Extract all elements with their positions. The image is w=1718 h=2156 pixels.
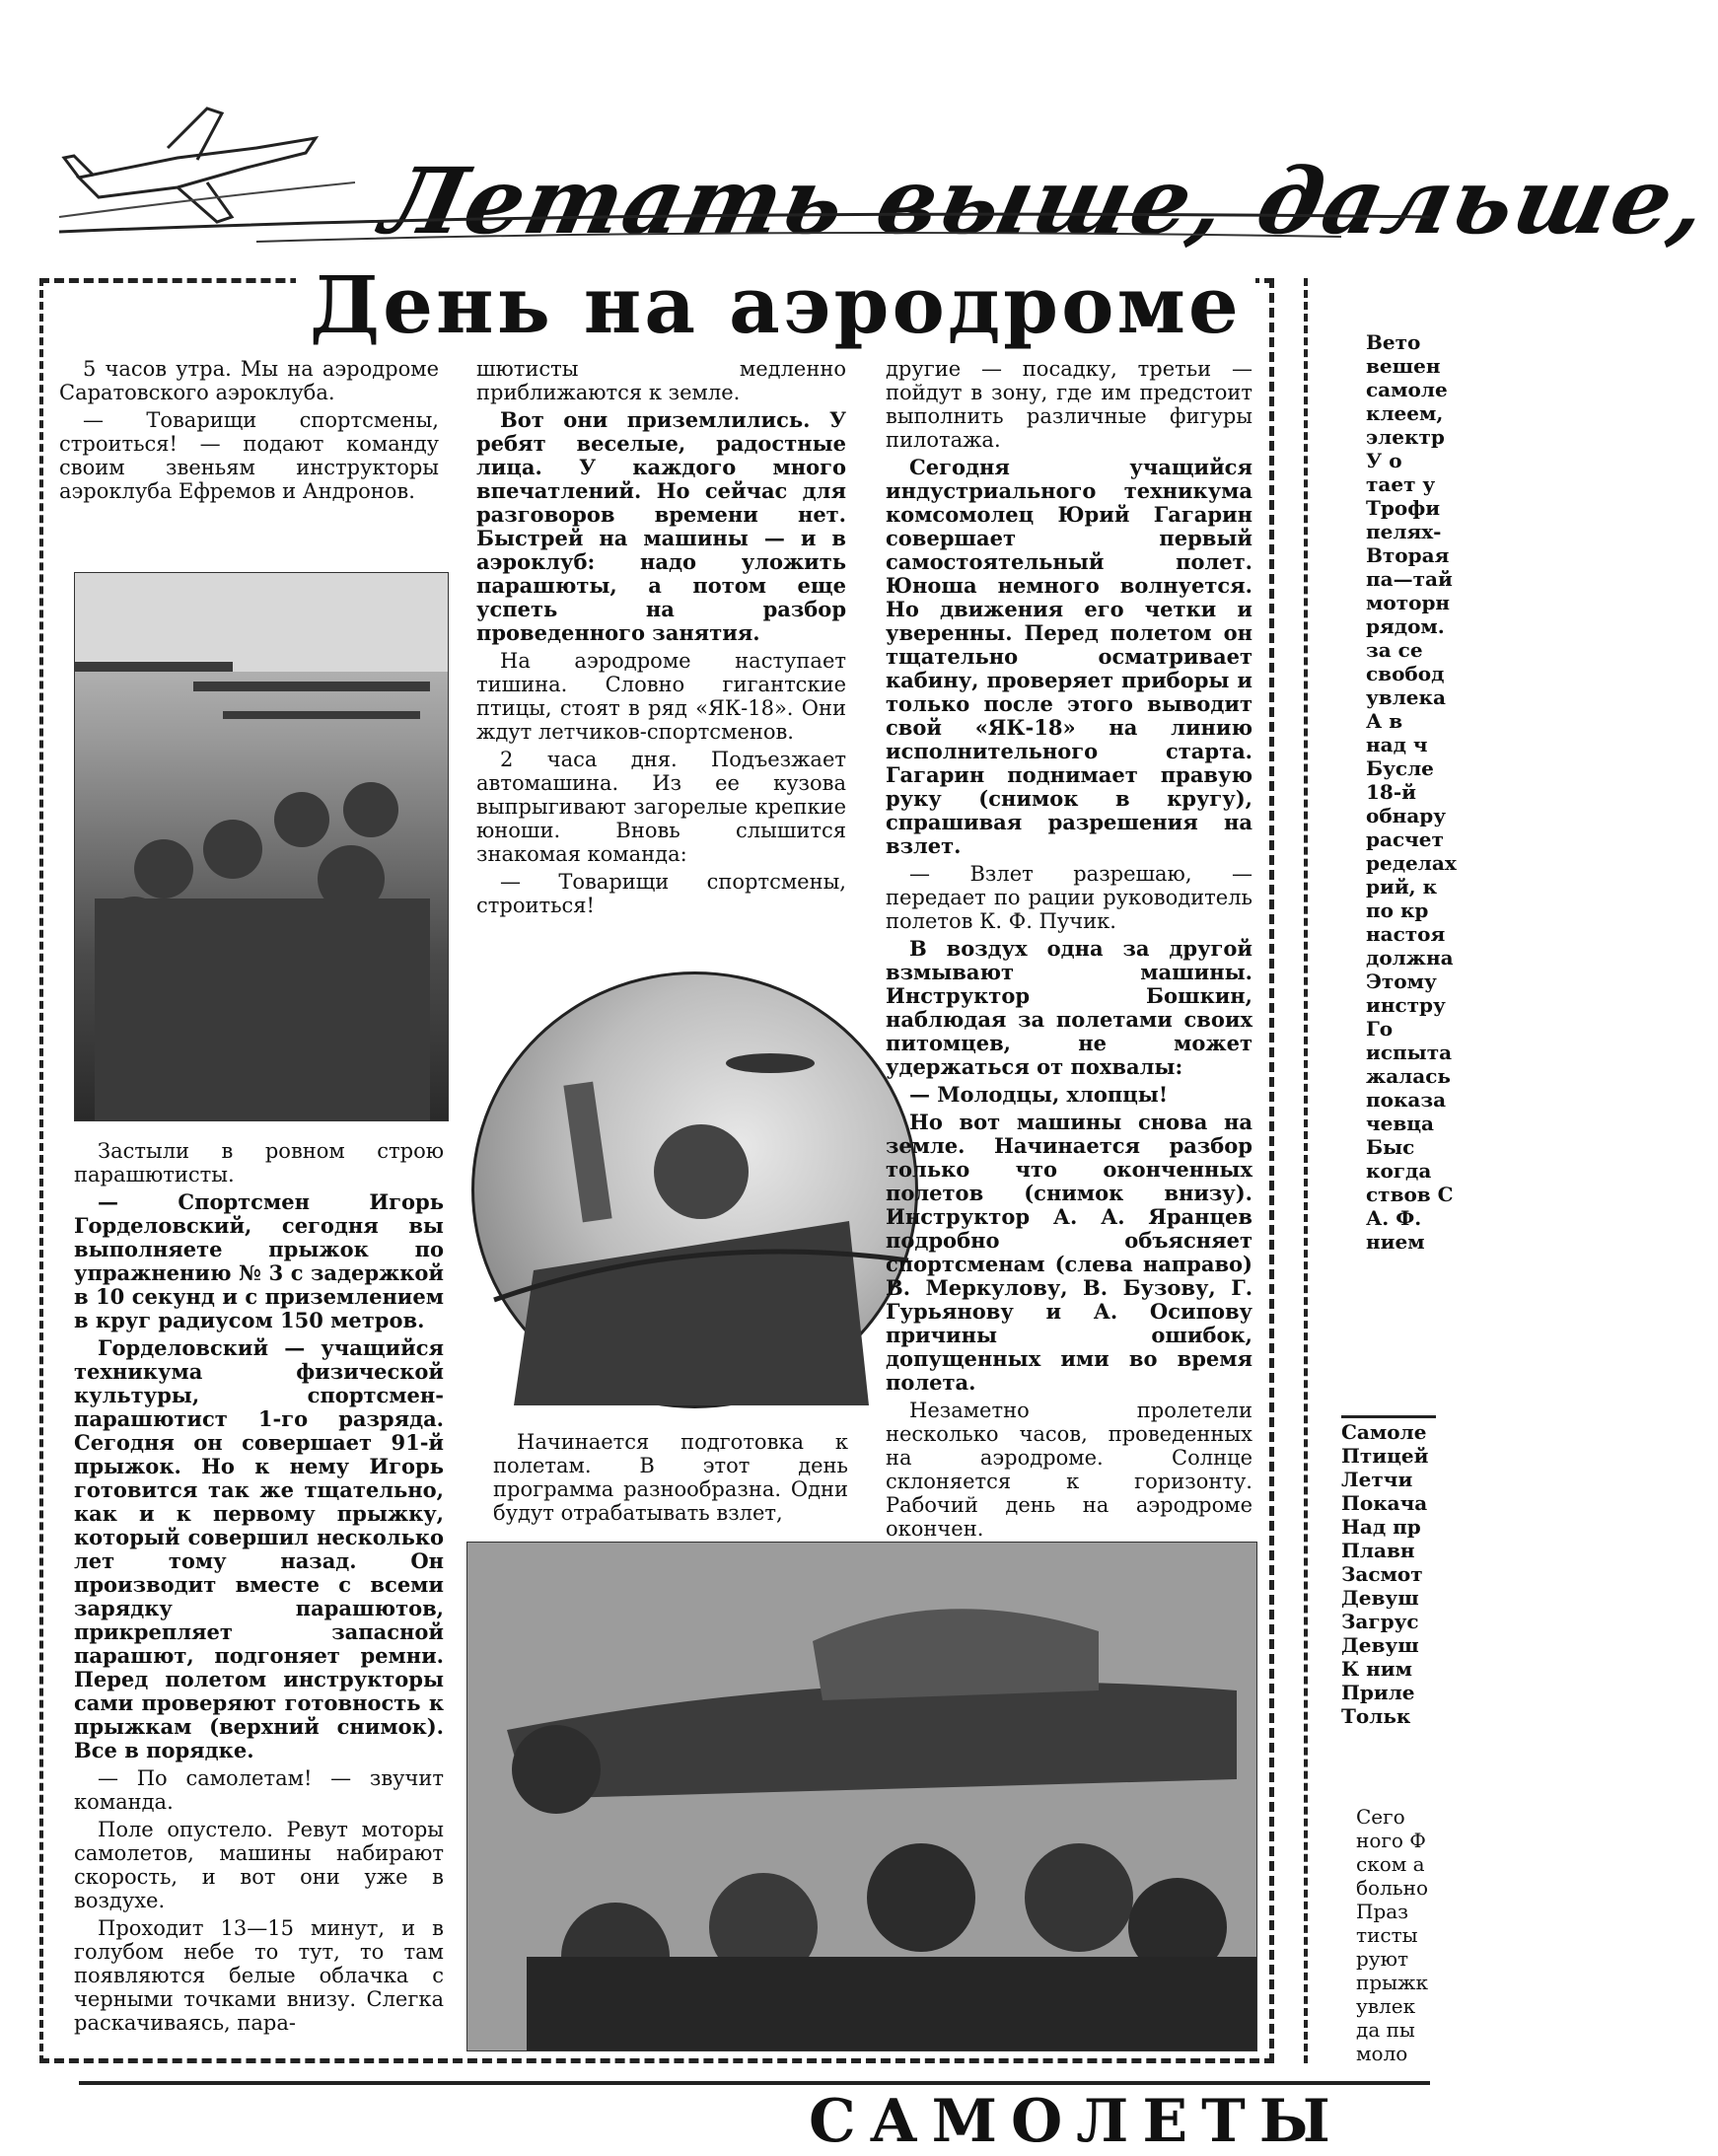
text-line: Плавн — [1341, 1539, 1415, 1562]
text-line: Сего — [1356, 1805, 1405, 1829]
text-line: самоле — [1366, 378, 1448, 401]
text-line: моторн — [1366, 591, 1451, 614]
text-line: рий, к — [1366, 875, 1438, 898]
text-line: настоя — [1366, 922, 1446, 946]
paragraph: — Товарищи спортсмены, строиться! — [476, 870, 846, 917]
text-line: нием — [1366, 1230, 1425, 1254]
text-line: расчет — [1366, 827, 1444, 851]
photo-gagarin-round — [471, 971, 918, 1408]
text-line: Бусле — [1366, 756, 1434, 780]
text-line: тисты — [1356, 1923, 1418, 1947]
text-line: когда — [1366, 1159, 1432, 1183]
paragraph: Незаметно пролетели несколько часов, проведенных на аэродроме. Солнце склоняется к горизонту. Рабочий день на аэродроме окончен. — [886, 1399, 1253, 1541]
text-line: Летчи — [1341, 1468, 1413, 1491]
right-column — [1366, 330, 1457, 1254]
article-headline: День на аэродроме — [296, 258, 1255, 351]
text-line: Самоле — [1341, 1420, 1427, 1444]
paragraph: — Товарищи спортсмены, строиться! — подают команду своим звеньям инструкторы аэроклуба Ефремов и Андронов. — [59, 408, 439, 503]
text-line: над ч — [1366, 733, 1428, 756]
text-line: 18-й — [1366, 780, 1416, 804]
right-column-rule — [1304, 278, 1313, 2063]
text-line: обнару — [1366, 804, 1447, 827]
text-line: электр — [1366, 425, 1445, 449]
paragraph: Вот они приземлились. У ребят веселые, радостные лица. У каждого много впечатлений. Но сейчас для разговоров времени нет. Быстрей на машины — и в аэроклуб: надо уложить парашюты, а потом еще успеть на разбор проведенного занятия. — [476, 407, 846, 645]
text-line: клеем, — [1366, 401, 1444, 425]
paragraph: — Спортсмен Игорь Горделовский, сегодня вы выполняете прыжок по упражнению № 3 с задержкой в 10 секунд и с приземлением в круг радиусом 150 метров. — [74, 1189, 444, 1332]
text-line: жалась — [1366, 1064, 1451, 1088]
column-1-bottom — [74, 1139, 444, 2039]
text-line: К ним — [1341, 1657, 1413, 1681]
masthead-banner — [59, 69, 1718, 254]
paragraph: На аэродроме наступает тишина. Словно гигантские птицы, стоят в ряд «ЯК-18». Они ждут летчиков-спортсменов. — [476, 649, 846, 744]
text-line: по кр — [1366, 898, 1429, 922]
text-line: Над пр — [1341, 1515, 1421, 1539]
text-line: должна — [1366, 946, 1454, 970]
column-2-bottom — [493, 1430, 848, 1529]
text-line: за се — [1366, 638, 1423, 662]
text-line: А в — [1366, 709, 1403, 733]
text-line: па—тай — [1366, 567, 1453, 591]
bottom-rule — [79, 2081, 1430, 2085]
text-line: ределах — [1366, 851, 1457, 875]
text-line: Покача — [1341, 1491, 1428, 1515]
text-line: Тольк — [1341, 1704, 1411, 1728]
banner-title: Летать выше, дальше, — [373, 148, 1718, 254]
photo-parachutists — [74, 572, 449, 1121]
text-line: Приле — [1341, 1681, 1415, 1704]
right-column-divider — [1341, 1415, 1436, 1418]
text-line: увлека — [1366, 685, 1446, 709]
paragraph: — Молодцы, хлопцы! — [909, 1082, 1169, 1107]
text-line: увлек — [1356, 1994, 1416, 2018]
paragraph: Сегодня учащийся индустриального техникума комсомолец Юрий Гагарин совершает первый самостоятельный полет. Юноша немного волнуется. Но движения его четки и уверенны. Перед полетом он тщательно осматривает кабину, проверяет приборы и только после этого выводит свой «ЯК-18» на линию исполнительного старта. Гагарин поднимает правую руку (снимок в кругу), спрашивая разрешения на взлет. — [886, 455, 1253, 858]
text-line: вешен — [1366, 354, 1441, 378]
paragraph: другие — посадку, третьи — пойдут в зону, где им предстоит выполнить различные фигуры пилотажа. — [886, 357, 1253, 452]
paragraph: — Взлет разрешаю, — передает по рации руководитель полетов К. Ф. Пучик. — [886, 862, 1253, 933]
text-line: показа — [1366, 1088, 1447, 1112]
paragraph: 2 часа дня. Подъезжает автомашина. Из ее кузова выпрыгивают загорелые крепкие юноши. Вновь слышится знакомая команда: — [476, 748, 846, 866]
text-line: Вето — [1366, 330, 1421, 354]
text-line: свобод — [1366, 662, 1445, 685]
column-2 — [476, 357, 846, 921]
text-line: Девуш — [1341, 1586, 1419, 1610]
paragraph: Но вот машины снова на земле. Начинается разбор только что оконченных полетов (снимок внизу). Инструктор А. А. Яранцев подробно объясняет спортсменам (слева направо) В. Меркулову, В. Бузову, Г. Гурьянову и А. Осипову причины ошибок, допущенных ими во время полета. — [886, 1110, 1253, 1395]
column-3 — [886, 357, 1253, 1568]
text-line: руют — [1356, 1947, 1409, 1971]
text-line: Этому — [1366, 970, 1437, 993]
text-line: Го — [1366, 1017, 1394, 1041]
paragraph: 5 часов утра. Мы на аэродроме Саратовского аэроклуба. — [59, 357, 439, 404]
paragraph: шютисты медленно приближаются к земле. — [476, 357, 846, 404]
text-line: рядом. — [1366, 614, 1445, 638]
text-line: инстру — [1366, 993, 1446, 1017]
right-column-poem — [1341, 1420, 1436, 1728]
text-line: Птицей — [1341, 1444, 1429, 1468]
text-line: Вторая — [1366, 543, 1450, 567]
paragraph: Поле опустело. Ревут моторы самолетов, машины набирают скорость, и вот они уже в воздухе. — [74, 1818, 444, 1912]
text-line: Засмот — [1341, 1562, 1423, 1586]
text-line: больно — [1356, 1876, 1429, 1900]
text-line: ствов С — [1366, 1183, 1454, 1206]
paragraph: Застыли в ровном строю парашютисты. — [74, 1139, 444, 1186]
text-line: ском а — [1356, 1852, 1425, 1876]
right-column-bottom — [1356, 1805, 1436, 2065]
text-line: Девуш — [1341, 1633, 1419, 1657]
text-line: Праз — [1356, 1900, 1409, 1923]
text-line: чевца — [1366, 1112, 1434, 1135]
photo-debrief — [466, 1542, 1257, 2051]
text-line: моло — [1356, 2042, 1408, 2065]
text-line: испыта — [1366, 1041, 1453, 1064]
text-line: ного Ф — [1356, 1829, 1426, 1852]
paragraph: В воздух одна за другой взмывают машины. Инструктор Бошкин, наблюдая за полетами своих питомцев, не может удержаться от похвалы: — [886, 936, 1253, 1079]
text-line: прыжк — [1356, 1971, 1428, 1994]
paragraph: Проходит 13—15 минут, и в голубом небе то тут, то там появляются белые облачка с черными точками внизу. Слегка раскачиваясь, пара- — [74, 1916, 444, 2035]
text-line: А. Ф. — [1366, 1206, 1422, 1230]
bottom-banner: САМОЛЕТЫ — [809, 2087, 1344, 2156]
paragraph: Начинается подготовка к полетам. В этот день программа разнообразна. Одни будут отрабатывать взлет, — [493, 1430, 848, 1525]
paragraph: — По самолетам! — звучит команда. — [74, 1766, 444, 1814]
text-line: Загрус — [1341, 1610, 1419, 1633]
text-line: У о — [1366, 449, 1402, 472]
text-line: Трофи — [1366, 496, 1441, 520]
text-line: Быс — [1366, 1135, 1415, 1159]
text-line: пелях- — [1366, 520, 1442, 543]
text-line: тает у — [1366, 472, 1436, 496]
paragraph: Горделовский — учащийся техникума физической культуры, спортсмен-парашютист 1-го разряда. Сегодня он совершает 91-й прыжок. Но к нему Игорь готовится так же тщательно, как и к первому прыжку, который совершил несколько лет тому назад. Он производит вместе с всеми зарядку парашютов, прикрепляет запасной парашют, подгоняет ремни. Перед полетом инструкторы сами проверяют готовность к прыжкам (верхний снимок). Все в порядке. — [74, 1335, 444, 1762]
text-line: да пы — [1356, 2018, 1415, 2042]
banner-swooshes — [59, 69, 1430, 247]
column-1-top — [59, 357, 439, 507]
